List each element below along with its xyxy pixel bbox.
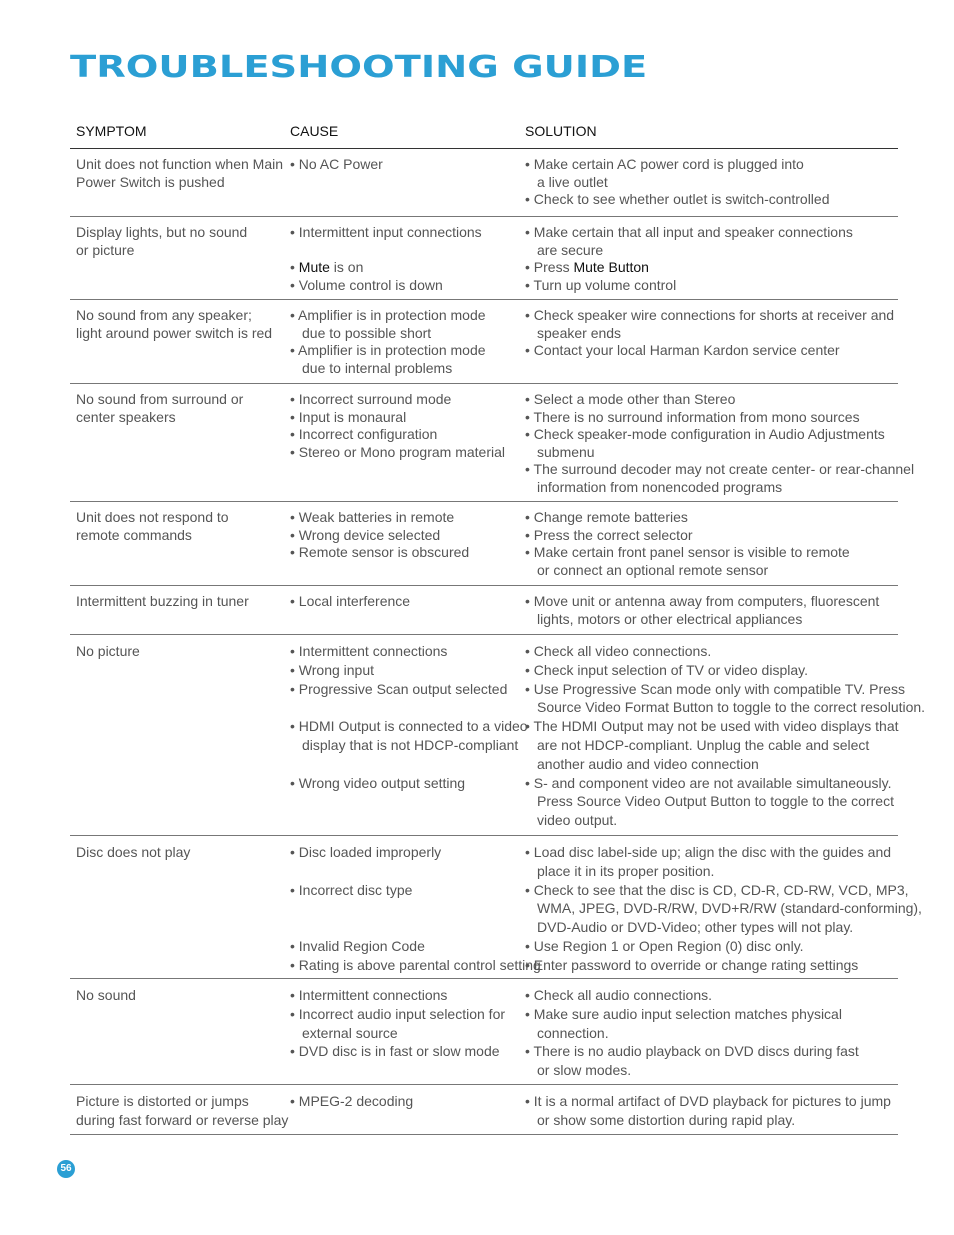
cause-line: • Wrong device selected <box>290 526 441 543</box>
solution-line: • Make sure audio input selection matches physical <box>525 1005 842 1022</box>
symptom-line: Power Switch is pushed <box>76 173 225 190</box>
symptom-line: Display lights, but no sound <box>76 224 248 240</box>
solution-line: • Check to see whether outlet is switch-controlled <box>525 191 830 207</box>
solution-cell <box>525 843 922 975</box>
cause-line <box>290 698 520 717</box>
cause-line: • Intermittent input connections <box>290 224 482 240</box>
cause-line: • Incorrect configuration <box>290 426 438 442</box>
page-title: TROUBLESHOOTING GUIDE <box>70 50 648 85</box>
symptom-cell <box>76 307 276 342</box>
solution-line: DVD-Audio or DVD-Video; other types will not play. <box>537 919 854 936</box>
solution-line: • Enter password to override or change rating settings <box>525 956 859 973</box>
table-row <box>70 149 898 217</box>
solution-line: connection. <box>537 1024 609 1041</box>
cause-line: • Incorrect audio input selection for <box>290 1005 506 1022</box>
cause-line <box>290 899 520 918</box>
solution-line: • Load disc label-side up; align the disc with the guides and <box>525 844 892 860</box>
symptom-line: light around power switch is red <box>76 324 273 341</box>
symptom-line: No sound from any speaker; <box>76 307 252 323</box>
solution-cell <box>525 986 895 1080</box>
solution-line: • Contact your local Harman Kardon service center <box>525 342 840 358</box>
table-row <box>70 300 898 384</box>
cause-cell <box>290 509 520 562</box>
solution-line: submenu <box>537 443 595 460</box>
cause-line: due to internal problems <box>302 359 453 376</box>
solution-line: a live outlet <box>537 173 608 190</box>
solution-line: • Check speaker wire connections for shorts at receiver and <box>525 307 895 323</box>
symptom-line: center speakers <box>76 408 176 425</box>
solution-line: • Check input selection of TV or video display. <box>525 661 808 678</box>
solution-line: • S- and component video are not available simultaneously. <box>525 774 892 791</box>
solution-cell <box>525 391 915 496</box>
solution-cell <box>525 224 895 294</box>
solution-line: or slow modes. <box>537 1062 632 1079</box>
symptom-cell <box>76 843 276 862</box>
cause-line: display that is not HDCP-compliant <box>302 736 519 753</box>
cause-line: • Incorrect disc type <box>290 881 413 898</box>
cause-cell <box>290 156 520 174</box>
solution-line: speaker ends <box>537 324 622 341</box>
page-number: 56 <box>57 1160 75 1178</box>
cause-cell <box>290 843 541 975</box>
solution-cell <box>525 1092 895 1130</box>
solution-line: are secure <box>537 241 604 258</box>
solution-cell <box>525 156 895 209</box>
cause-line: • No AC Power <box>290 156 383 172</box>
solution-cell <box>525 307 895 360</box>
symptom-cell <box>76 509 276 544</box>
cause-line: • DVD disc is in fast or slow mode <box>290 1043 500 1060</box>
symptom-cell <box>76 156 284 191</box>
cause-line: • HDMI Output is connected to a video <box>290 718 528 735</box>
cause-line: • Weak batteries in remote <box>290 509 455 525</box>
solution-line: • It is a normal artifact of DVD playback for pictures to jump <box>525 1093 891 1109</box>
cause-line: • Intermittent connections <box>290 643 448 659</box>
cause-cell <box>290 1092 520 1111</box>
cause-line: • Stereo or Mono program material <box>290 443 505 460</box>
symptom-line: Disc does not play <box>76 844 191 860</box>
cause-line: • Incorrect surround mode <box>290 391 452 407</box>
table-row <box>70 836 922 979</box>
solution-line: • Use Region 1 or Open Region (0) disc only. <box>525 937 804 954</box>
symptom-line: Picture is distorted or jumps <box>76 1093 249 1109</box>
solution-line: • There is no audio playback on DVD discs during fast <box>525 1043 859 1060</box>
solution-line: Source Video Format Button to toggle to the correct resolution. <box>537 699 926 716</box>
solution-line: • Check all audio connections. <box>525 987 713 1003</box>
solution-cell <box>525 509 895 579</box>
solution-line: video output. <box>537 812 618 829</box>
solution-cell <box>525 642 926 830</box>
header-cause: CAUSE <box>290 123 339 139</box>
solution-line: • Press Mute Button <box>525 259 649 275</box>
solution-line: • Check all video connections. <box>525 643 712 659</box>
solution-line: WMA, JPEG, DVD-R/RW, DVD+R/RW (standard-conforming), <box>537 900 922 917</box>
cause-line: • Progressive Scan output selected <box>290 680 508 697</box>
cause-line: • Rating is above parental control setting <box>290 956 541 973</box>
solution-line: or show some distortion during rapid play. <box>537 1111 796 1128</box>
solution-line: • Turn up volume control <box>525 276 677 293</box>
symptom-line: No picture <box>76 643 140 659</box>
table-row <box>70 586 898 635</box>
symptom-line: Intermittent buzzing in tuner <box>76 593 249 609</box>
symptom-line: Unit does not function when Main <box>76 156 284 172</box>
solution-line: place it in its proper position. <box>537 862 715 879</box>
cause-line <box>290 755 520 774</box>
symptom-cell <box>76 642 276 661</box>
symptom-line: No sound <box>76 987 136 1003</box>
solution-line: • Make certain that all input and speaker connections <box>525 224 853 240</box>
solution-line: • Check speaker-mode configuration in Audio Adjustments <box>525 426 885 442</box>
table-row <box>70 635 926 836</box>
symptom-cell <box>76 986 276 1005</box>
symptom-cell <box>76 391 276 426</box>
solution-line: information from nonencoded programs <box>537 478 783 495</box>
cause-line: • Amplifier is in protection mode <box>290 342 486 358</box>
solution-line: are not HDCP-compliant. Unplug the cable and select <box>537 736 870 753</box>
cause-line: • Input is monaural <box>290 408 407 425</box>
symptom-cell <box>76 1092 289 1130</box>
solution-line: Press Source Video Output Button to toggle to the correct <box>537 793 894 810</box>
cause-line: • Intermittent connections <box>290 987 448 1003</box>
cause-cell <box>290 391 520 461</box>
symptom-cell <box>76 593 276 611</box>
table-row <box>70 217 898 300</box>
table-row <box>70 384 915 502</box>
cause-line: external source <box>302 1024 398 1041</box>
cause-line: • Remote sensor is obscured <box>290 544 470 560</box>
solution-line: • Move unit or antenna away from computers, fluorescent <box>525 593 880 609</box>
solution-line: • Select a mode other than Stereo <box>525 391 736 407</box>
solution-line: • Press the correct selector <box>525 526 693 543</box>
symptom-line: or picture <box>76 241 135 258</box>
cause-cell <box>290 224 520 294</box>
table-body <box>70 149 926 1135</box>
cause-line: • Mute is on <box>290 259 364 275</box>
cause-line: • Volume control is down <box>290 276 443 293</box>
symptom-line: remote commands <box>76 526 192 543</box>
solution-line: • Make certain AC power cord is plugged into <box>525 156 804 172</box>
cause-line: • Disc loaded improperly <box>290 844 442 860</box>
symptom-line: No sound from surround or <box>76 391 244 407</box>
cause-line <box>290 918 520 937</box>
solution-line: another audio and video connection <box>537 755 759 772</box>
symptom-line: during fast forward or reverse play <box>76 1111 289 1128</box>
table-row <box>70 979 898 1085</box>
cause-cell <box>290 593 520 611</box>
cause-line: due to possible short <box>302 324 432 341</box>
cause-line: • Wrong video output setting <box>290 774 466 791</box>
solution-line: • Change remote batteries <box>525 509 688 525</box>
cause-cell <box>290 986 520 1061</box>
header-solution: SOLUTION <box>525 123 597 139</box>
solution-cell <box>525 593 895 628</box>
solution-line: • The surround decoder may not create center- or rear-channel <box>525 461 915 477</box>
cause-line <box>290 862 520 881</box>
solution-line: • Check to see that the disc is CD, CD-R, CD-RW, VCD, MP3, <box>525 881 909 898</box>
table-row <box>70 1085 898 1135</box>
cause-line: • MPEG-2 decoding <box>290 1093 414 1109</box>
solution-line: • Use Progressive Scan mode only with compatible TV. Press <box>525 680 905 697</box>
table-header <box>70 116 898 149</box>
symptom-cell <box>76 224 276 259</box>
cause-line: • Invalid Region Code <box>290 937 425 954</box>
table-row <box>70 502 898 586</box>
solution-line: or connect an optional remote sensor <box>537 561 769 578</box>
solution-line: • There is no surround information from mono sources <box>525 408 860 425</box>
solution-line: • Make certain front panel sensor is visible to remote <box>525 544 850 560</box>
cause-line <box>290 242 520 260</box>
cause-cell <box>290 642 528 792</box>
cause-line: • Wrong input <box>290 661 375 678</box>
symptom-line: Unit does not respond to <box>76 509 229 525</box>
solution-line: • The HDMI Output may not be used with video displays that <box>525 718 899 735</box>
cause-line: • Amplifier is in protection mode <box>290 307 486 323</box>
solution-line: lights, motors or other electrical appliances <box>537 610 803 627</box>
cause-cell <box>290 307 520 377</box>
cause-line: • Local interference <box>290 593 411 609</box>
troubleshooting-table <box>70 116 926 1135</box>
header-symptom: SYMPTOM <box>76 123 147 139</box>
